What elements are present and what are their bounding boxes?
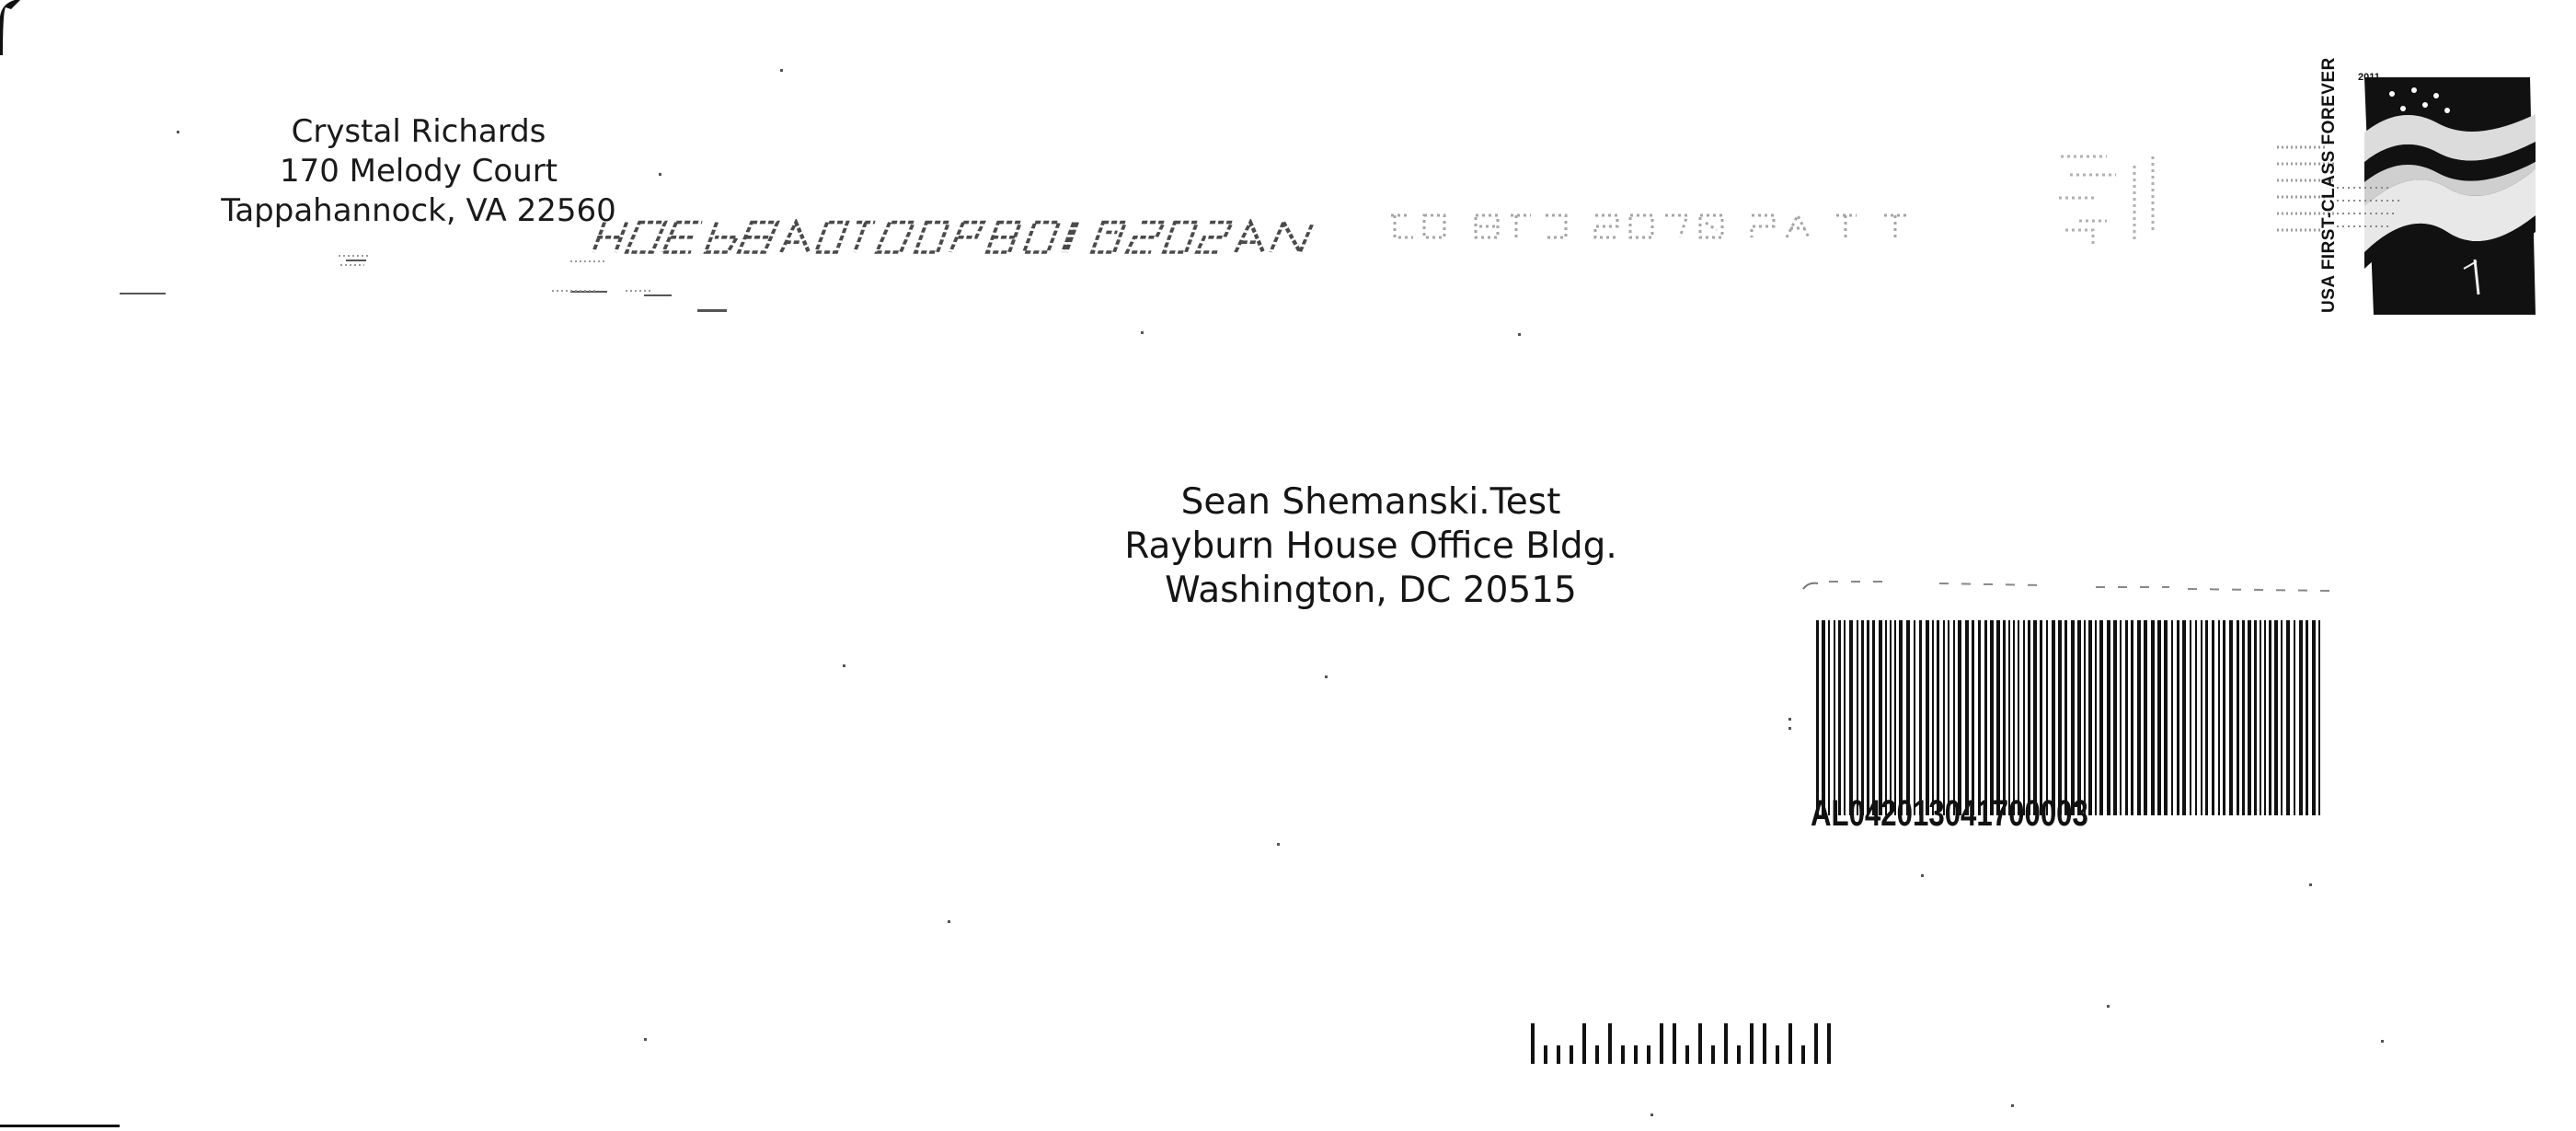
barcode-bar xyxy=(2318,620,2320,815)
barcode-bar xyxy=(1838,620,1841,815)
barcode-bar xyxy=(2286,620,2290,815)
barcode-bar xyxy=(2120,620,2122,815)
barcode-bar xyxy=(2242,620,2245,815)
barcode-bar xyxy=(1932,620,1934,815)
postnet-bar xyxy=(1711,1045,1715,1064)
barcode-bar xyxy=(2306,620,2308,815)
barcode-bar xyxy=(2107,620,2110,815)
barcode-bar xyxy=(1894,620,1896,815)
barcode-bar xyxy=(2113,620,2117,815)
barcode-bar xyxy=(2177,620,2179,815)
barcode-bar xyxy=(2218,620,2220,815)
scan-speck xyxy=(1277,843,1280,846)
barcode-bar xyxy=(1861,620,1864,815)
scan-speck xyxy=(948,920,950,923)
barcode-bar xyxy=(1914,620,1915,815)
postnet-bar xyxy=(1698,1023,1702,1064)
postnet-bar xyxy=(1608,1023,1612,1064)
scan-speck xyxy=(2309,883,2312,886)
scan-speck xyxy=(2381,1040,2384,1043)
barcode-bar xyxy=(2237,620,2239,815)
barcode-bar xyxy=(2157,620,2161,815)
barcode-bar xyxy=(2201,620,2202,815)
barcode-bar xyxy=(1906,620,1910,815)
postnet-bar xyxy=(1801,1045,1805,1064)
postnet-bar xyxy=(1827,1023,1831,1064)
barcode-bar xyxy=(2264,620,2266,815)
stamp-year: 2011 xyxy=(2358,72,2380,83)
barcode-sticker-edge xyxy=(1801,578,2335,606)
barcode-bar xyxy=(2003,620,2006,815)
barcode-bar xyxy=(2058,620,2062,815)
barcode-bar xyxy=(1890,620,1892,815)
sender-name: Crystal Richards xyxy=(291,113,546,150)
postnet-bar xyxy=(1788,1023,1792,1064)
barcode-bar xyxy=(1948,620,1949,815)
barcode-bar xyxy=(1958,620,1961,815)
scan-speck xyxy=(843,664,845,667)
postnet-bar xyxy=(1750,1023,1754,1064)
scan-speck xyxy=(1141,331,1144,334)
barcode-bar xyxy=(2248,620,2251,815)
barcode-bar xyxy=(2229,620,2233,815)
barcode-bar xyxy=(2164,620,2168,815)
scan-corner-mark xyxy=(0,0,37,55)
barcode-bar xyxy=(2028,620,2030,815)
barcode-bar xyxy=(1972,620,1974,815)
barcode-bar xyxy=(1984,620,1987,815)
barcode-bar xyxy=(1978,620,1981,815)
recipient-address xyxy=(1095,480,1647,613)
scan-edge-line xyxy=(0,1125,120,1127)
barcode-bar xyxy=(1926,620,1929,815)
barcode-bar xyxy=(1867,620,1869,815)
barcode-bar xyxy=(2046,620,2048,815)
barcode-bar xyxy=(1872,620,1875,815)
barcode-bar xyxy=(1828,620,1830,815)
barcode-bar xyxy=(2040,620,2042,815)
postnet-bar xyxy=(1544,1045,1547,1064)
scan-speck xyxy=(2011,1104,2014,1107)
barcode-bar xyxy=(2018,620,2019,815)
postnet-bar xyxy=(1634,1045,1638,1064)
barcode-bar xyxy=(1937,620,1939,815)
barcode-bar xyxy=(2190,620,2191,815)
barcode-bar xyxy=(2144,620,2147,815)
postnet-bar xyxy=(1557,1045,1560,1064)
return-address xyxy=(212,112,626,231)
barcode-bar xyxy=(1849,620,1853,815)
scan-speck xyxy=(780,69,783,72)
barcode-bar xyxy=(1816,620,1819,815)
postnet-bar xyxy=(1570,1045,1573,1064)
barcode-bar xyxy=(2205,620,2208,815)
postmark-meter-code xyxy=(591,219,1317,257)
postnet-barcode xyxy=(1527,1021,1858,1066)
postnet-bar xyxy=(1737,1045,1741,1064)
scan-speck xyxy=(697,309,727,312)
postnet-bar xyxy=(1595,1045,1599,1064)
barcode-bar xyxy=(2254,620,2257,815)
postnet-bar xyxy=(1814,1023,1818,1064)
barcode-bar xyxy=(2131,620,2133,815)
postnet-bar xyxy=(1660,1023,1663,1064)
postnet-bar xyxy=(1647,1045,1650,1064)
barcode-bar xyxy=(2223,620,2225,815)
barcode-bar xyxy=(2033,620,2037,815)
scan-speck xyxy=(644,1038,647,1041)
faded-postmark-code xyxy=(1387,210,1921,247)
scan-speck xyxy=(1921,874,1924,877)
scan-speck xyxy=(659,173,661,176)
postnet-bar xyxy=(1531,1023,1535,1064)
barcode-bar xyxy=(2008,620,2010,815)
barcode-bar xyxy=(2274,620,2278,815)
scan-speck xyxy=(120,293,166,294)
sender-street: 170 Melody Court xyxy=(279,153,558,190)
faded-meter-stamp xyxy=(2052,147,2171,248)
barcode-bar xyxy=(2088,620,2092,815)
faded-return-marks xyxy=(331,250,681,315)
forever-flag-stamp xyxy=(2337,77,2541,315)
postnet-bar xyxy=(1724,1023,1728,1064)
barcode-bar xyxy=(1879,620,1882,815)
barcode-bar xyxy=(1953,620,1955,815)
barcode-bar xyxy=(1899,620,1903,815)
recipient-name: Sean Shemanski.Test xyxy=(1180,481,1561,523)
barcode-bar xyxy=(2095,620,2097,815)
barcode-bar xyxy=(1919,620,1922,815)
stamp-text: USA FIRST-CLASS FOREVER xyxy=(2319,57,2339,313)
tracking-number: AL042013041700003 xyxy=(1811,793,2088,834)
postnet-bar xyxy=(1776,1045,1779,1064)
barcode-bar xyxy=(1943,620,1945,815)
barcode-bar xyxy=(2195,620,2197,815)
barcode-bar xyxy=(1844,620,1846,815)
barcode-bar xyxy=(2171,620,2173,815)
barcode-bar xyxy=(2299,620,2303,815)
recipient-building: Rayburn House Office Bldg. xyxy=(1124,525,1617,567)
tracking-barcode xyxy=(1811,617,2331,817)
postnet-bar xyxy=(1673,1023,1676,1064)
postnet-bar xyxy=(1621,1045,1625,1064)
barcode-bar xyxy=(2064,620,2067,815)
barcode-bar xyxy=(2312,620,2316,815)
barcode-bar xyxy=(2212,620,2214,815)
barcode-bar xyxy=(1822,620,1825,815)
barcode-bar xyxy=(2023,620,2025,815)
scan-speck xyxy=(1325,675,1328,678)
barcode-bar xyxy=(2137,620,2141,815)
scan-speck xyxy=(1650,1114,1653,1116)
sender-city-state-zip: Tappahannock, VA 22560 xyxy=(221,192,616,229)
barcode-bar xyxy=(2260,620,2261,815)
barcode-bar xyxy=(2084,620,2086,815)
postnet-bar xyxy=(1685,1045,1689,1064)
barcode-bar xyxy=(2013,620,2015,815)
barcode-bar xyxy=(2099,620,2103,815)
scan-speck xyxy=(177,131,179,133)
barcode-bar xyxy=(2077,620,2081,815)
barcode-bar xyxy=(2182,620,2186,815)
barcode-bar xyxy=(2052,620,2055,815)
recipient-city-state-zip: Washington, DC 20515 xyxy=(1165,570,1577,611)
barcode-bar xyxy=(2125,620,2128,815)
barcode-bar xyxy=(1857,620,1858,815)
postnet-bar xyxy=(1763,1023,1766,1064)
scan-speck xyxy=(1518,333,1521,336)
barcode-bar xyxy=(1834,620,1835,815)
barcode-bar xyxy=(2281,620,2283,815)
scan-speck xyxy=(1788,718,1791,721)
barcode-bar xyxy=(1965,620,1969,815)
barcode-bar xyxy=(1990,620,1994,815)
postnet-bar xyxy=(1582,1023,1586,1064)
barcode-bar xyxy=(1996,620,2000,815)
scan-speck xyxy=(1788,727,1791,730)
barcode-bar xyxy=(2294,620,2295,815)
barcode-bar xyxy=(2151,620,2155,815)
barcode-bar xyxy=(1885,620,1887,815)
barcode-bar xyxy=(2269,620,2271,815)
barcode-bar xyxy=(2071,620,2075,815)
scan-speck xyxy=(2107,1005,2110,1008)
